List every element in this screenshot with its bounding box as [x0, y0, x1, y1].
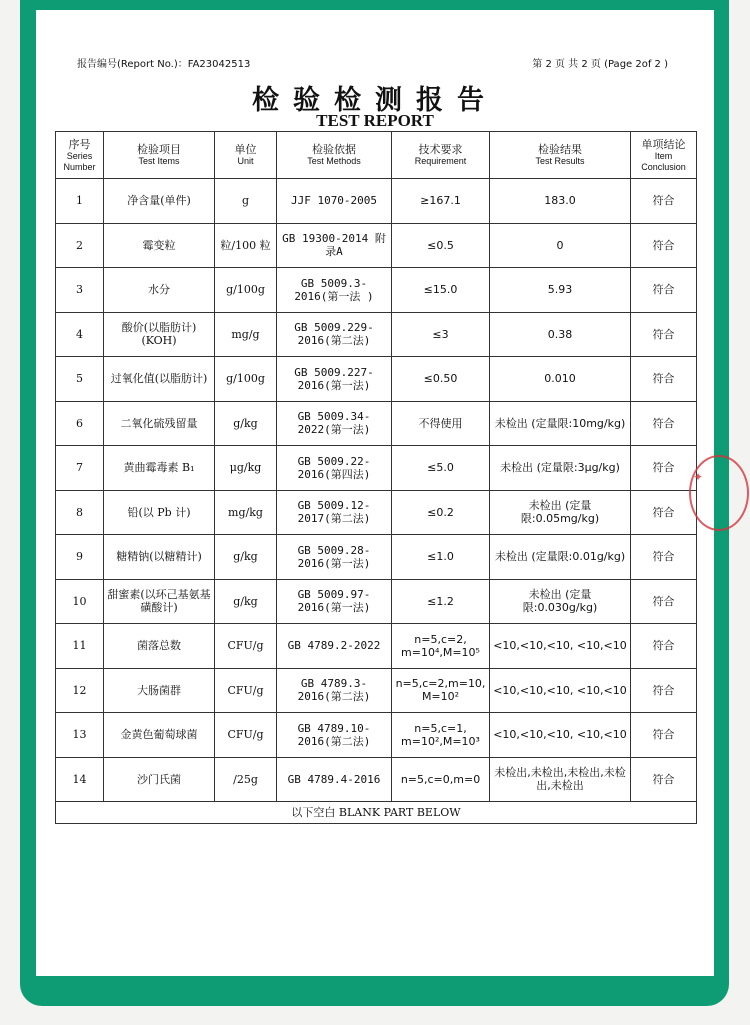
row-requirement: ≤5.0	[392, 446, 490, 491]
row-conclusion: 符合	[631, 357, 697, 402]
row-result: <10,<10,<10, <10,<10	[490, 713, 631, 758]
row-test-item: 酸价(以脂肪计)(KOH)	[104, 312, 215, 357]
row-method: GB 5009.12-2017(第二法)	[277, 490, 392, 535]
col-header-requirement: 技术要求 Requirement	[392, 132, 490, 179]
row-unit: CFU/g	[215, 624, 277, 669]
seal-mark-icon: ✦	[693, 470, 704, 484]
row-number: 10	[56, 579, 104, 624]
row-result: 未检出 (定量限:0.01g/kg)	[490, 535, 631, 580]
row-test-item: 沙门氏菌	[104, 757, 215, 802]
row-number: 7	[56, 446, 104, 491]
row-result: 未检出 (定量限:3μg/kg)	[490, 446, 631, 491]
row-requirement: n=5,c=0,m=0	[392, 757, 490, 802]
table-row	[56, 401, 697, 446]
row-method: GB 4789.4-2016	[277, 757, 392, 802]
row-conclusion: 符合	[631, 268, 697, 313]
row-conclusion: 符合	[631, 223, 697, 268]
row-number: 6	[56, 401, 104, 446]
row-unit: g/100g	[215, 357, 277, 402]
row-requirement: n=5,c=2,m=10, M=10²	[392, 668, 490, 713]
row-test-item: 大肠菌群	[104, 668, 215, 713]
row-test-item: 霉变粒	[104, 223, 215, 268]
row-test-item: 铅(以 Pb 计)	[104, 490, 215, 535]
row-conclusion: 符合	[631, 535, 697, 580]
row-unit: mg/kg	[215, 490, 277, 535]
row-unit: /25g	[215, 757, 277, 802]
row-conclusion: 符合	[631, 490, 697, 535]
table-row	[56, 668, 697, 713]
row-method: GB 5009.227-2016(第一法)	[277, 357, 392, 402]
row-result: 183.0	[490, 179, 631, 224]
row-method: GB 4789.2-2022	[277, 624, 392, 669]
row-requirement: ≤0.50	[392, 357, 490, 402]
row-method: GB 5009.28-2016(第一法)	[277, 535, 392, 580]
row-requirement: ≥167.1	[392, 179, 490, 224]
table-row	[56, 535, 697, 580]
row-conclusion: 符合	[631, 179, 697, 224]
row-number: 8	[56, 490, 104, 535]
row-number: 9	[56, 535, 104, 580]
table-row	[56, 357, 697, 402]
row-unit: 粒/100 粒	[215, 223, 277, 268]
row-unit: g/kg	[215, 535, 277, 580]
row-method: GB 5009.3-2016(第一法 )	[277, 268, 392, 313]
row-result: 未检出 (定量限:10mg/kg)	[490, 401, 631, 446]
table-row	[56, 312, 697, 357]
row-unit: g/100g	[215, 268, 277, 313]
row-number: 13	[56, 713, 104, 758]
row-method: GB 4789.3-2016(第二法)	[277, 668, 392, 713]
row-test-item: 甜蜜素(以环己基氨基磺酸计)	[104, 579, 215, 624]
report-title-en: TEST REPORT	[316, 111, 434, 130]
table-row	[56, 446, 697, 491]
row-test-item: 二氧化硫残留量	[104, 401, 215, 446]
table-row	[56, 490, 697, 535]
table-row	[56, 268, 697, 313]
row-number: 12	[56, 668, 104, 713]
row-requirement: n=5,c=1, m=10²,M=10³	[392, 713, 490, 758]
row-test-item: 净含量(单件)	[104, 179, 215, 224]
col-header-items: 检验项目 Test Items	[104, 132, 215, 179]
row-requirement: ≤15.0	[392, 268, 490, 313]
test-results-table	[55, 131, 697, 824]
row-method: GB 4789.10-2016(第二法)	[277, 713, 392, 758]
row-number: 5	[56, 357, 104, 402]
row-result: 0	[490, 223, 631, 268]
row-conclusion: 符合	[631, 713, 697, 758]
table-row	[56, 179, 697, 224]
row-test-item: 金黄色葡萄球菌	[104, 713, 215, 758]
report-number: 报告编号(Report No.)：FA23042513	[77, 59, 251, 70]
row-result: 未检出,未检出,未检出,未检出,未检出	[490, 757, 631, 802]
blank-row	[56, 802, 697, 824]
table-row	[56, 223, 697, 268]
row-requirement: ≤0.2	[392, 490, 490, 535]
row-test-item: 黄曲霉毒素 B₁	[104, 446, 215, 491]
row-number: 3	[56, 268, 104, 313]
row-number: 1	[56, 179, 104, 224]
row-method: GB 19300-2014 附录A	[277, 223, 392, 268]
row-method: JJF 1070-2005	[277, 179, 392, 224]
row-unit: g/kg	[215, 401, 277, 446]
row-method: GB 5009.22-2016(第四法)	[277, 446, 392, 491]
row-result: 0.010	[490, 357, 631, 402]
row-test-item: 过氧化值(以脂肪计)	[104, 357, 215, 402]
row-number: 11	[56, 624, 104, 669]
row-unit: g/kg	[215, 579, 277, 624]
row-requirement: ≤0.5	[392, 223, 490, 268]
row-requirement: ≤3	[392, 312, 490, 357]
row-conclusion: 符合	[631, 446, 697, 491]
row-result: 未检出 (定量限:0.05mg/kg)	[490, 490, 631, 535]
blank-note: 以下空白 BLANK PART BELOW	[56, 802, 697, 824]
row-test-item: 水分	[104, 268, 215, 313]
report-title-cn: 检验检测报告	[252, 85, 498, 116]
table-row	[56, 624, 697, 669]
official-seal	[689, 455, 749, 531]
row-test-item: 糖精钠(以糖精计)	[104, 535, 215, 580]
row-number: 4	[56, 312, 104, 357]
table-row	[56, 713, 697, 758]
row-result: 5.93	[490, 268, 631, 313]
col-header-number: 序号 Series Number	[56, 132, 104, 179]
row-requirement: 不得使用	[392, 401, 490, 446]
row-number: 14	[56, 757, 104, 802]
row-requirement: n=5,c=2, m=10⁴,M=10⁵	[392, 624, 490, 669]
row-unit: CFU/g	[215, 713, 277, 758]
row-requirement: ≤1.2	[392, 579, 490, 624]
row-conclusion: 符合	[631, 312, 697, 357]
row-conclusion: 符合	[631, 624, 697, 669]
row-unit: μg/kg	[215, 446, 277, 491]
row-conclusion: 符合	[631, 579, 697, 624]
col-header-conclusion: 单项结论 Item Conclusion	[631, 132, 697, 179]
row-result: 未检出 (定量限:0.030g/kg)	[490, 579, 631, 624]
row-result: <10,<10,<10, <10,<10	[490, 624, 631, 669]
row-unit: g	[215, 179, 277, 224]
row-number: 2	[56, 223, 104, 268]
row-result: 0.38	[490, 312, 631, 357]
row-method: GB 5009.97-2016(第一法)	[277, 579, 392, 624]
row-result: <10,<10,<10, <10,<10	[490, 668, 631, 713]
col-header-results: 检验结果 Test Results	[490, 132, 631, 179]
page-info: 第 2 页 共 2 页 (Page 2of 2 )	[532, 59, 668, 70]
table-row	[56, 579, 697, 624]
row-conclusion: 符合	[631, 401, 697, 446]
col-header-methods: 检验依据 Test Methods	[277, 132, 392, 179]
table-header-row	[56, 132, 697, 179]
table-row	[56, 757, 697, 802]
col-header-unit: 单位 Unit	[215, 132, 277, 179]
row-unit: mg/g	[215, 312, 277, 357]
row-conclusion: 符合	[631, 757, 697, 802]
row-method: GB 5009.34-2022(第一法)	[277, 401, 392, 446]
row-requirement: ≤1.0	[392, 535, 490, 580]
row-conclusion: 符合	[631, 668, 697, 713]
row-unit: CFU/g	[215, 668, 277, 713]
row-test-item: 菌落总数	[104, 624, 215, 669]
row-method: GB 5009.229-2016(第二法)	[277, 312, 392, 357]
